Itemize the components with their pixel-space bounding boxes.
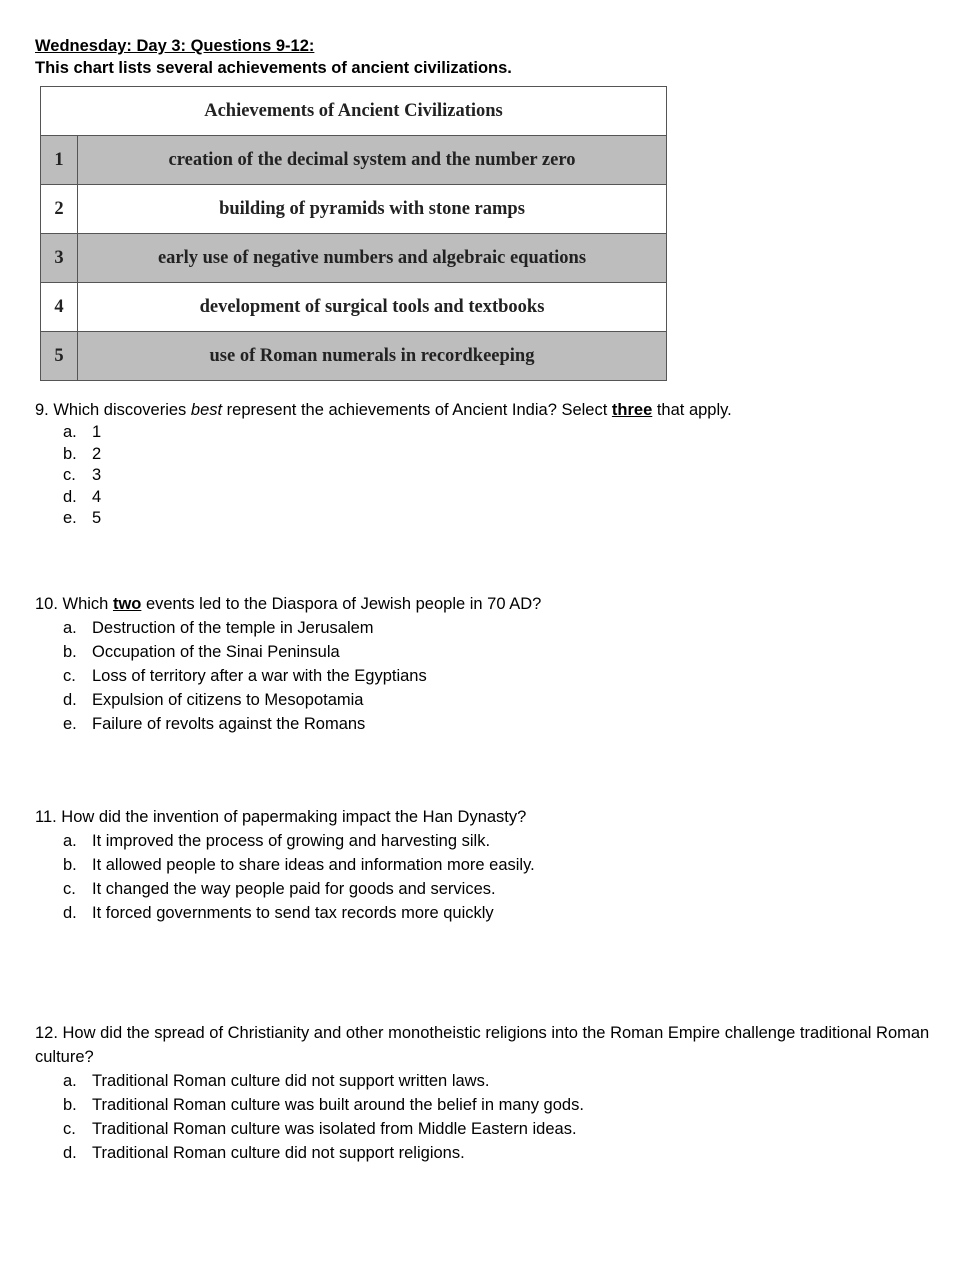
table-row [41, 234, 667, 283]
row-text: creation of the decimal system and the number zero [78, 136, 667, 185]
answer-option[interactable]: b. 2 [63, 444, 102, 463]
table-row [41, 136, 667, 185]
table-title: Achievements of Ancient Civilizations [41, 87, 667, 136]
question-10-options [35, 616, 541, 736]
chart-intro: This chart lists several achievements of ancient civilizations. [35, 59, 512, 77]
answer-option[interactable]: a. It improved the process of growing and harvesting silk. [63, 832, 491, 850]
question-10 [35, 592, 541, 736]
answer-option[interactable]: d. 4 [63, 487, 102, 506]
question-10-stem: 10. Which two events led to the Diaspora of Jewish people in 70 AD? [35, 595, 542, 613]
question-11 [35, 805, 535, 925]
row-text: building of pyramids with stone ramps [78, 185, 667, 234]
question-9-stem: 9. Which discoveries best represent the achievements of Ancient India? Select three that apply. [35, 401, 732, 419]
table-row [41, 332, 667, 381]
page-title: Wednesday: Day 3: Questions 9-12: [35, 37, 315, 55]
question-12 [35, 1021, 935, 1165]
row-text: early use of negative numbers and algebraic equations [78, 234, 667, 283]
achievements-table [40, 86, 667, 381]
answer-option[interactable]: a. Traditional Roman culture did not support written laws. [63, 1072, 490, 1090]
question-9 [35, 398, 732, 530]
question-11-options [35, 829, 535, 925]
answer-option[interactable]: b. It allowed people to share ideas and information more easily. [63, 856, 535, 874]
answer-option[interactable]: c. It changed the way people paid for goods and services. [63, 880, 496, 898]
row-number: 4 [41, 283, 78, 332]
answer-option[interactable]: d. It forced governments to send tax records more quickly [63, 904, 494, 922]
answer-option[interactable]: e. Failure of revolts against the Romans [63, 715, 366, 733]
table-row [41, 283, 667, 332]
row-text: development of surgical tools and textbooks [78, 283, 667, 332]
answer-option[interactable]: a. Destruction of the temple in Jerusalem [63, 619, 374, 637]
question-12-options [35, 1069, 935, 1165]
question-11-stem: 11. How did the invention of papermaking impact the Han Dynasty? [35, 808, 527, 826]
answer-option[interactable]: e. 5 [63, 509, 102, 527]
answer-option[interactable]: c. Loss of territory after a war with the Egyptians [63, 667, 427, 685]
row-text: use of Roman numerals in recordkeeping [78, 332, 667, 381]
answer-option[interactable]: c. Traditional Roman culture was isolated from Middle Eastern ideas. [63, 1120, 577, 1138]
row-number: 5 [41, 332, 78, 381]
answer-option[interactable]: d. Expulsion of citizens to Mesopotamia [63, 691, 364, 709]
answer-option[interactable]: a. 1 [63, 423, 102, 441]
answer-option[interactable]: b. Occupation of the Sinai Peninsula [63, 643, 340, 661]
row-number: 2 [41, 185, 78, 234]
answer-option[interactable]: b. Traditional Roman culture was built around the belief in many gods. [63, 1096, 584, 1114]
answer-option[interactable]: d. Traditional Roman culture did not support religions. [63, 1144, 465, 1162]
question-9-options [35, 422, 732, 530]
question-12-stem: 12. How did the spread of Christianity and other monotheistic religions into the Roman Empire challenge traditional Roman culture? [35, 1024, 930, 1066]
row-number: 1 [41, 136, 78, 185]
table-row [41, 185, 667, 234]
row-number: 3 [41, 234, 78, 283]
answer-option[interactable]: c. 3 [63, 466, 102, 484]
